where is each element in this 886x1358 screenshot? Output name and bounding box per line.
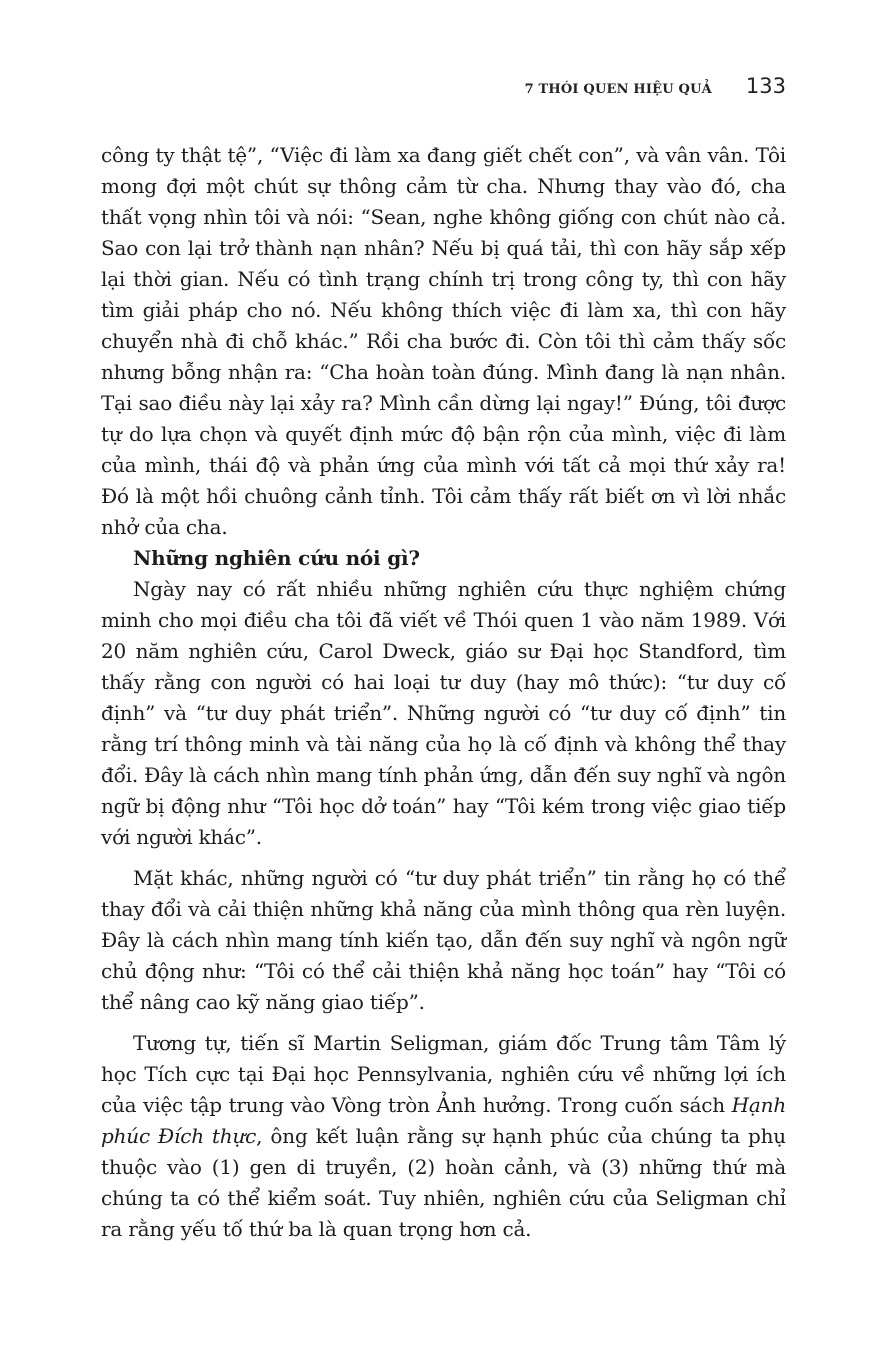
running-header <box>525 74 786 98</box>
running-title: 7 THÓI QUEN HIỆU QUẢ <box>524 82 712 97</box>
paragraph-growth-mindset: Mặt khác, những người có “tư duy phát triển” tin rằng họ có thể thay đổi và cải thiện những khả năng của mình thông qua rèn luyện. Đây là cách nhìn mang tính kiến tạo, dẫn đến suy nghĩ và ngôn ngữ chủ động như: “Tôi có thể cải thiện khả năng học toán” hay “Tôi có thể nâng cao kỹ năng giao tiếp”. <box>101 866 786 1014</box>
paragraph-continued: công ty thật tệ”, “Việc đi làm xa đang giết chết con”, và vân vân. Tôi mong đợi một chút sự thông cảm từ cha. Nhưng thay vào đó, cha thất vọng nhìn tôi và nói: “Sean, nghe không giống con chút nào cả. Sao con lại trở thành nạn nhân? Nếu bị quá tải, thì con hãy sắp xếp lại thời gian. Nếu có tình trạng chính trị trong công ty, thì con hãy tìm giải pháp cho nó. Nếu không thích việc đi làm xa, thì con hãy chuyển nhà đi chỗ khác.” Rồi cha bước đi. Còn tôi thì cảm thấy sốc nhưng bỗng nhận ra: “Cha hoàn toàn đúng. Mình đang là nạn nhân. Tại sao điều này lại xảy ra? Mình cần dừng lại ngay!” Đúng, tôi được tự do lựa chọn và quyết định mức độ bận rộn của mình, việc đi làm của mình, thái độ và phản ứng của mình với tất cả mọi thứ xảy ra! Đó là một hồi chuông cảnh tỉnh. Tôi cảm thấy rất biết ơn vì lời nhắc nhở của cha. <box>101 143 786 539</box>
paragraph-seligman <box>101 1028 786 1245</box>
section-heading: Những nghiên cứu nói gì? <box>133 546 420 570</box>
page-number: 133 <box>745 74 786 98</box>
paragraph-seligman-text-b: , ông kết luận rằng sự hạnh phúc của chúng ta phụ thuộc vào (1) gen di truyền, (2) hoàn cảnh, và (3) những thứ mà chúng ta có thể kiểm soát. Tuy nhiên, nghiên cứu của Seligman chỉ ra rằng yếu tố thứ ba là quan trọng hơn cả. <box>101 1124 786 1241</box>
paragraph-seligman-text-a: Tương tự, tiến sĩ Martin Seligman, giám đốc Trung tâm Tâm lý học Tích cực tại Đại học Pennsylvania, nghiên cứu về những lợi ích của việc tập trung vào Vòng tròn Ảnh hưởng. Trong cuốn sách <box>101 1031 786 1117</box>
paragraph-research-intro: Ngày nay có rất nhiều những nghiên cứu thực nghiệm chứng minh cho mọi điều cha tôi đã viết về Thói quen 1 vào năm 1989. Với 20 năm nghiên cứu, Carol Dweck, giáo sư Đại học Standford, tìm thấy rằng con người có hai loại tư duy (hay mô thức): “tư duy cố định” và “tư duy phát triển”. Những người có “tư duy cố định” tin rằng trí thông minh và tài năng của họ là cố định và không thể thay đổi. Đây là cách nhìn mang tính phản ứng, dẫn đến suy nghĩ và ngôn ngữ bị động như “Tôi học dở toán” hay “Tôi kém trong việc giao tiếp với người khác”. <box>101 577 786 849</box>
book-title: Hạnh phúc Đích thực <box>101 1093 786 1148</box>
body-text <box>101 140 786 1245</box>
